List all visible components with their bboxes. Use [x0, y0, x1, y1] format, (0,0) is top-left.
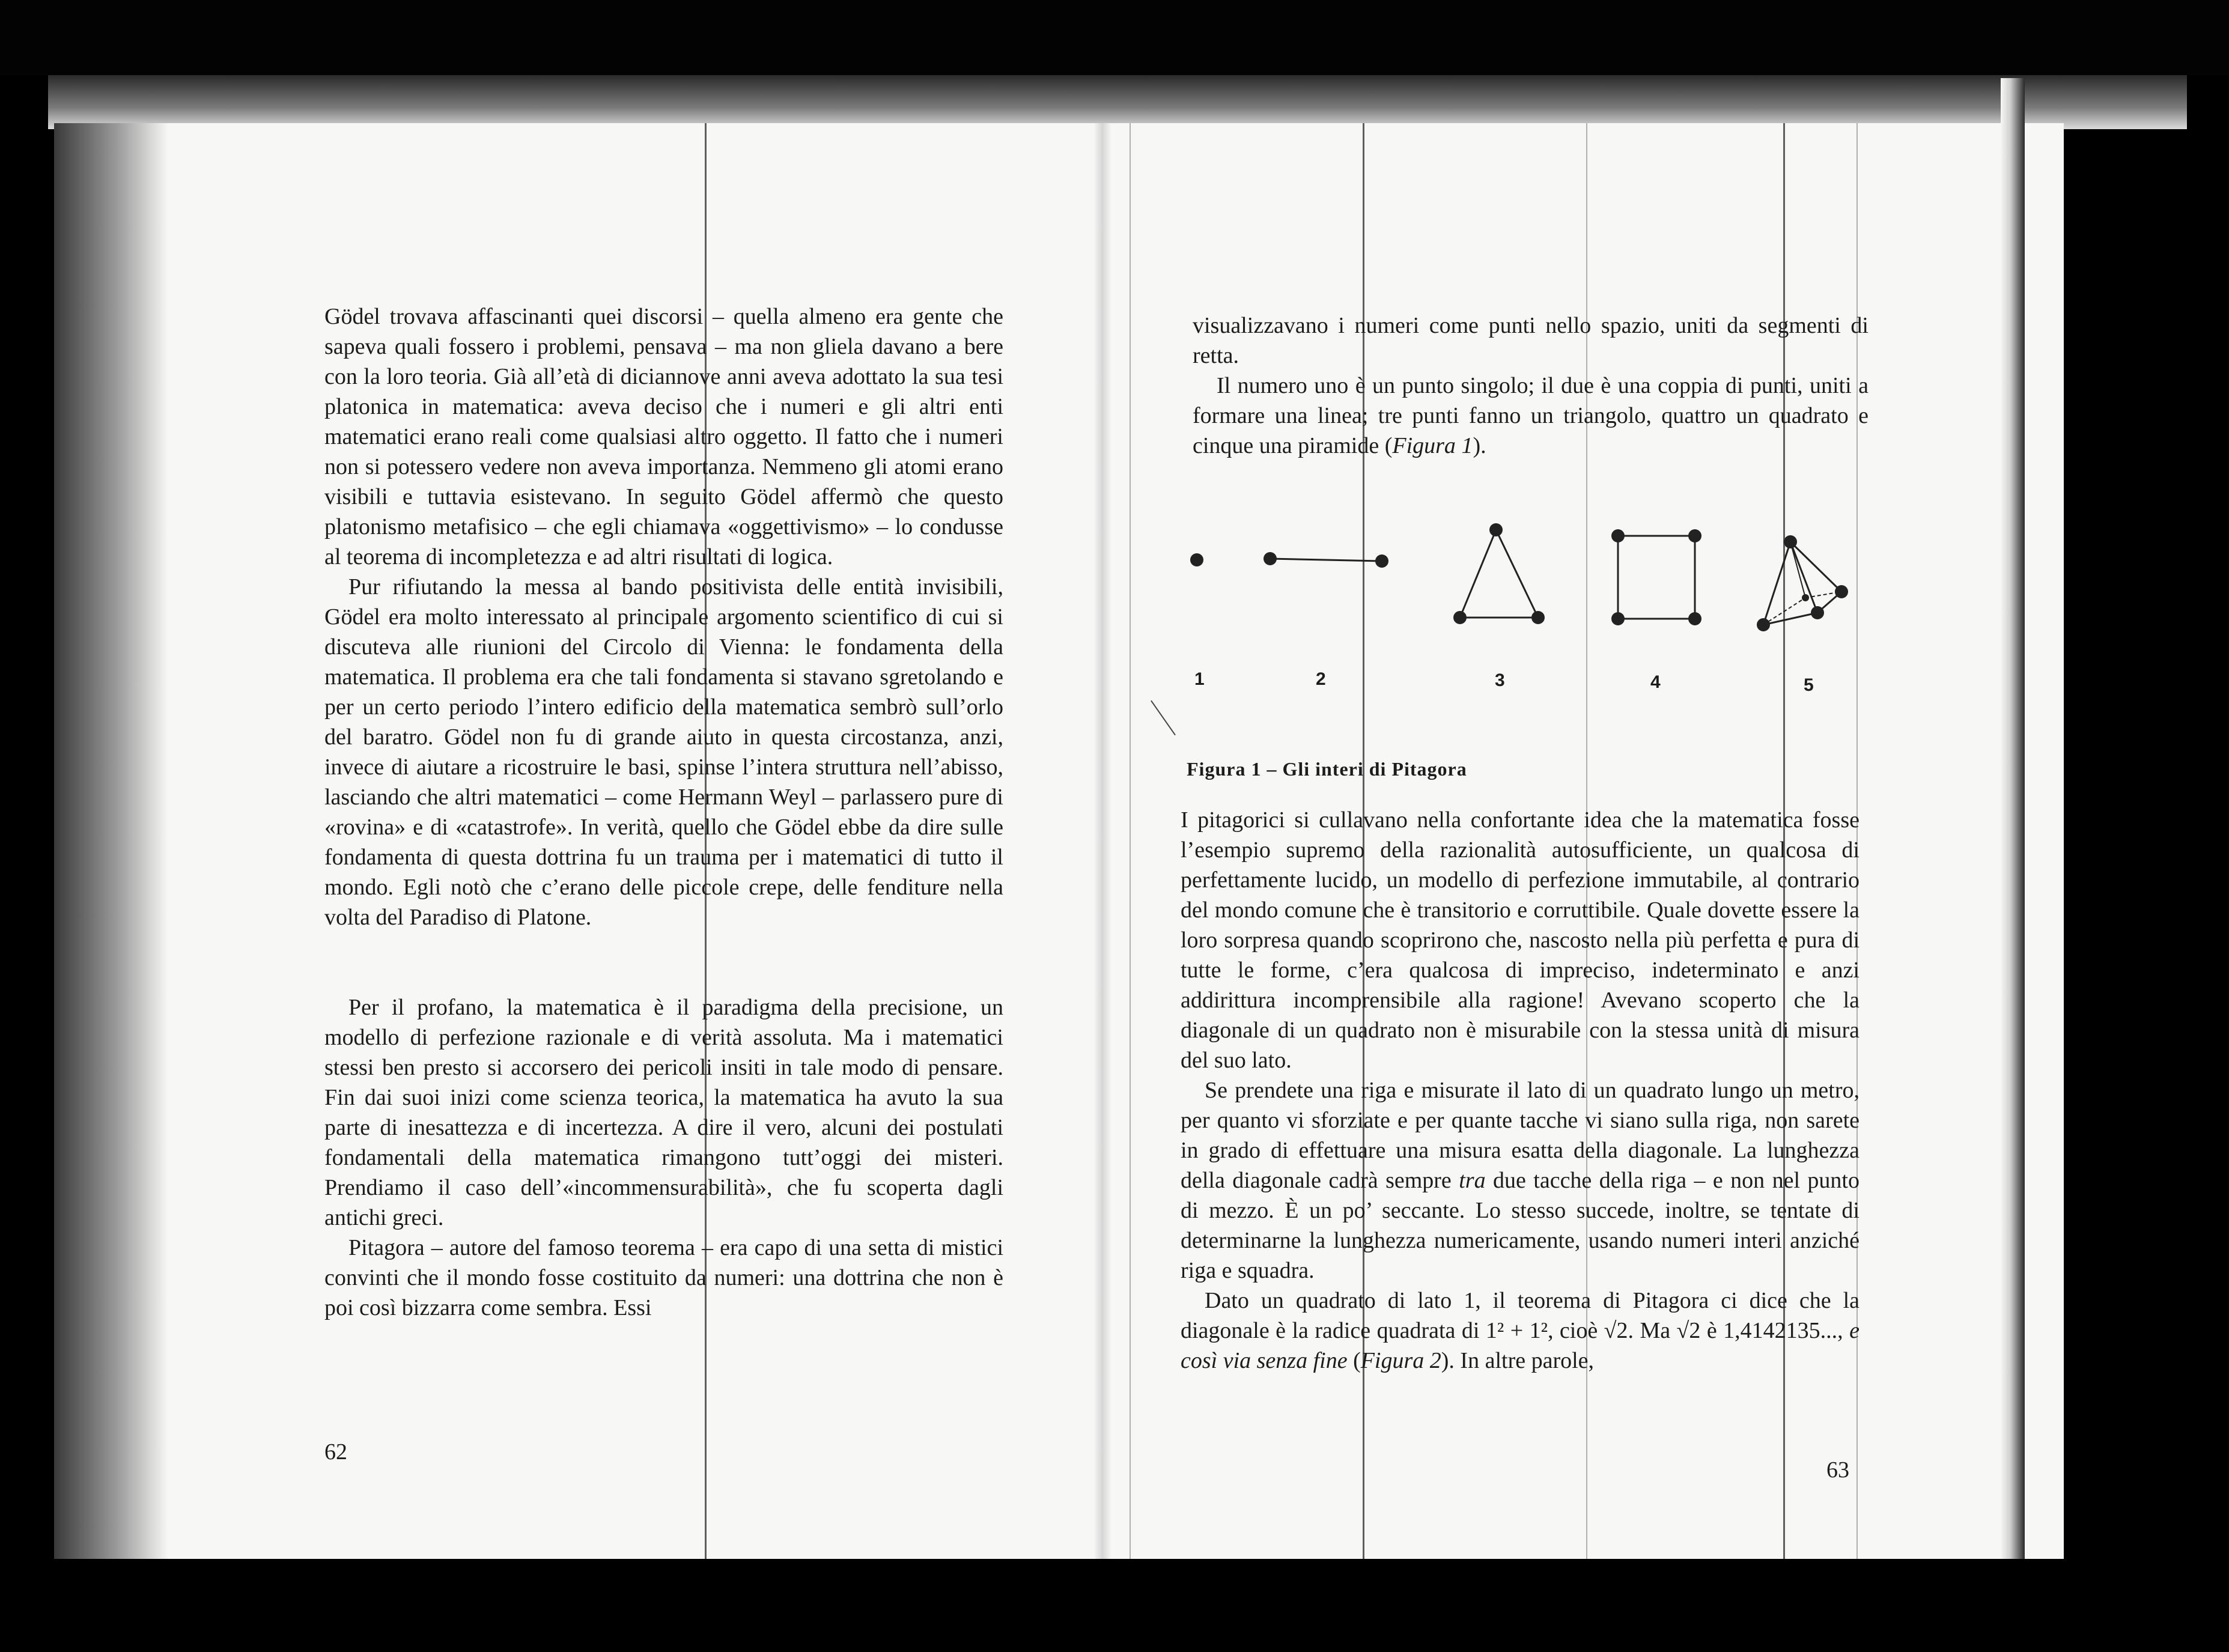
- page-edge-shadow-right: [2001, 78, 2025, 1568]
- paragraph: I pitagorici si cullavano nella confortante idea che la matematica fosse l’esempio supremo della razionalità autosufficiente, un qualcosa di perfettamente lucido, un modello di perfezione immutabile, al contrario del mondo comune che è transitorio e corruttibile. Quale dovette essere la loro sorpresa quando scoprirono che, nascosto nella più perfetta e pura di tutte le forme, c’era qualcosa di impreciso, indeterminato e anzi addirittura incomprensibile alla ragione! Avevano scoperto che la diagonale di un quadrato non è misurabile con la stessa unità di misura del suo lato.: [1181, 807, 1860, 1073]
- figure-caption: Figura 1 – Gli interi di Pitagora: [1187, 758, 1467, 780]
- page-edge-shadow-left: [54, 123, 168, 1562]
- paragraph: [1181, 1286, 1860, 1376]
- book-gutter: [1093, 123, 1111, 1562]
- text-run: (: [1347, 1348, 1361, 1373]
- pythagorean-figures: [1178, 511, 1881, 709]
- text-run: Il numero uno è un punto singolo; il due è una coppia di punti, uniti a formare una linea; tre punti fanno un triangolo, quattro un quadrato e cinque una piramide (: [1193, 373, 1869, 458]
- paragraph: Gödel trovava affascinanti quei discorsi – quella almeno era gente che sapeva quali fossero i problemi, pensava – ma non gliela davano a bere con la loro teoria. Già all’età di diciannove anni aveva adottato la sua tesi platonica in matematica: aveva deciso che i numeri e gli altri enti matematici erano reali come qualsiasi altro oggetto. Il fatto che i numeri non si potessero vedere non aveva importanza. Nemmeno gli atomi erano visibili e tuttavia esistevano. In seguito Gödel affermò che questo platonismo metafisico – che egli chiamava «oggettivismo» – lo condusse al teorema di incompletezza e ad altri risultati di logica.: [324, 304, 1003, 569]
- text-run: Se prendete una riga e misurate il lato di un quadrato lungo un metro, per quanto vi sforziate e per quante tacche vi siano sulla riga, non sarete in grado di effettuare una misura esatta della diagonale. La lunghezza della diagonale cadrà sempre: [1181, 1078, 1860, 1193]
- figure-three-triangle: [1453, 523, 1545, 624]
- scan-border-bottom: [0, 1559, 2229, 1652]
- right-page-text-top: [1193, 311, 1869, 461]
- figure-five-pyramid: [1757, 535, 1848, 631]
- paragraph: [1193, 371, 1869, 461]
- paragraph: [1181, 1075, 1860, 1286]
- paragraph: Pur rifiutando la messa al bando positivista delle entità invisibili, Gödel era molto interessato al principale argomento scientifico di cui si discuteva alle riunioni del Circolo di Vienna: le fondamenta della matematica. Il problema era che tali fondamenta si stavano sgretolando e per un certo periodo l’intero edificio della matematica sembrò sull’orlo del baratro. Gödel non fu di grande aiuto in questa circostanza, anzi, invece di aiutare a ricostruire le basi, spinse l’intera struttura nell’abisso, lasciando che altri matematici – come Hermann Weyl – parlassero pure di «rovina» e di «catastrofe». In verità, quello che Gödel ebbe da dire sulle fondamenta di questa dottrina fu un trauma per i matematici di tutto il mondo. Egli notò che c’erano delle piccole crepe, delle fenditure nella volta del Paradiso di Platone.: [324, 574, 1003, 930]
- figure-reference: Figura 1: [1392, 433, 1473, 458]
- page-number-right: 63: [1826, 1457, 1849, 1483]
- figure-label: 2: [1316, 669, 1326, 689]
- left-page-text: [324, 302, 1003, 1323]
- paragraph: visualizzavano i numeri come punti nello spazio, uniti da segmenti di retta.: [1193, 313, 1869, 368]
- scan-border-top: [0, 0, 2229, 75]
- right-page-text-bottom: [1181, 805, 1860, 1376]
- figure-label: 3: [1495, 670, 1505, 690]
- figure-label: 4: [1650, 672, 1661, 692]
- paragraph: Per il profano, la matematica è il paradigma della precisione, un modello di perfezione razionale e di verità assoluta. Ma i matematici stessi ben presto si accorsero dei pericoli insiti in tale modo di pensare. Fin dai suoi inizi come scienza teorica, la matematica ha avuto la sua parte di inesattezza e di incertezza. A dire il vero, alcuni dei postulati fondamentali della matematica rimangono tutt’oggi dei misteri. Prendiamo il caso dell’«incommensurabilità», che fu scoperta dagli antichi greci.: [324, 995, 1003, 1230]
- figure-label: 5: [1804, 675, 1814, 695]
- figure-label: 1: [1194, 669, 1205, 689]
- emphasis: tra: [1459, 1168, 1486, 1193]
- paragraph: Pitagora – autore del famoso teorema – era capo di una setta di mistici convinti che il mondo fosse costituito da numeri: una dottrina che non è poi così bizzarra come sembra. Essi: [324, 1235, 1003, 1320]
- text-run: due tacche della riga – e non nel punto di mezzo. È un po’ seccante. Lo stesso succede, inoltre, se tentate di determinarne la lunghezza numericamente, usando numeri interi anziché riga e squadra.: [1181, 1168, 1860, 1283]
- scan-shadow-top: [48, 75, 2187, 129]
- emphasis: e così via senza fine: [1181, 1318, 1860, 1373]
- text-run: ).: [1473, 433, 1486, 458]
- figure-two-line: [1264, 552, 1388, 568]
- scan-streak: [1130, 123, 1131, 1562]
- page-number-left: 62: [324, 1439, 347, 1465]
- figure-one-point: [1190, 553, 1203, 566]
- text-run: ). In altre parole,: [1441, 1348, 1595, 1373]
- figure-reference: Figura 2: [1360, 1348, 1441, 1373]
- text-run: Dato un quadrato di lato 1, il teorema di Pitagora ci dice che la diagonale è la radice quadrata di 1² + 1², cioè √2. Ma √2 è 1,4142135...,: [1181, 1288, 1860, 1343]
- figure-four-square: [1611, 529, 1701, 625]
